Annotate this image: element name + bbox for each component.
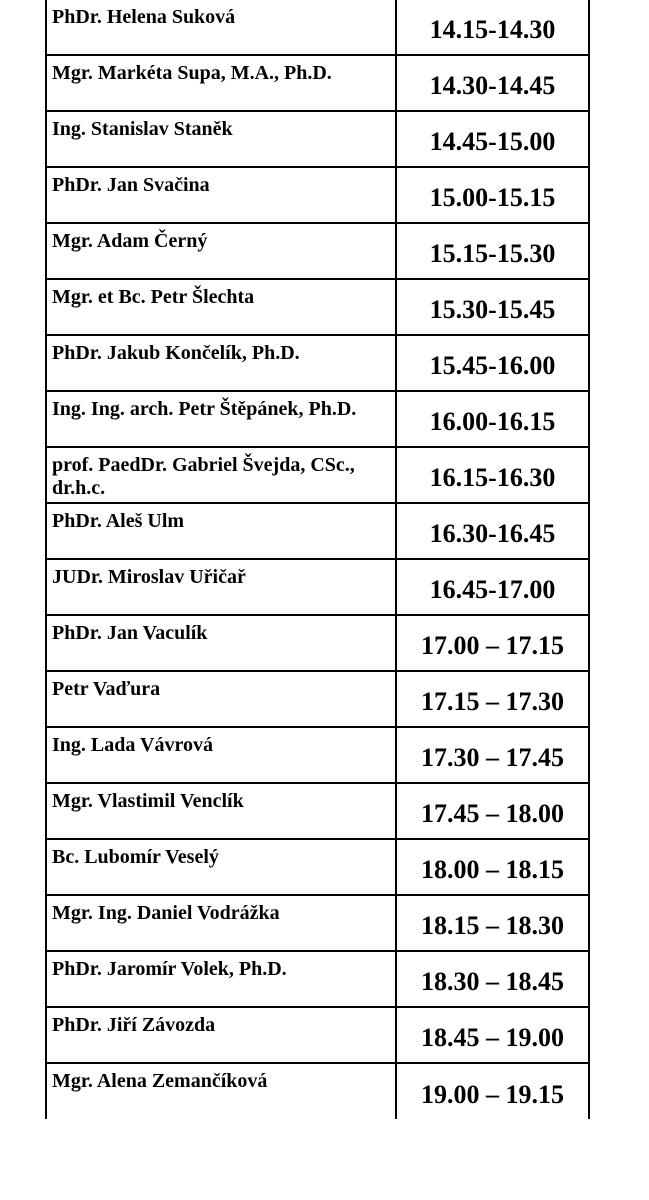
speaker-name: Mgr. Adam Černý	[46, 223, 396, 279]
speaker-name: Mgr. et Bc. Petr Šlechta	[46, 279, 396, 335]
time-slot: 15.00-15.15	[396, 167, 589, 223]
time-slot: 15.30-15.45	[396, 279, 589, 335]
time-slot: 16.30-16.45	[396, 503, 589, 559]
table-row	[46, 0, 589, 55]
time-slot: 15.45-16.00	[396, 335, 589, 391]
table-row	[46, 279, 589, 335]
speaker-name: Petr Vaďura	[46, 671, 396, 727]
time-slot: 18.45 – 19.00	[396, 1007, 589, 1063]
time-slot: 17.00 – 17.15	[396, 615, 589, 671]
speaker-name: PhDr. Jakub Končelík, Ph.D.	[46, 335, 396, 391]
schedule-table	[45, 0, 590, 1119]
table-row	[46, 671, 589, 727]
time-slot: 15.15-15.30	[396, 223, 589, 279]
speaker-name: Mgr. Ing. Daniel Vodrážka	[46, 895, 396, 951]
table-row	[46, 503, 589, 559]
table-row	[46, 111, 589, 167]
time-slot: 16.00-16.15	[396, 391, 589, 447]
table-row	[46, 1007, 589, 1063]
table-row	[46, 727, 589, 783]
table-row	[46, 783, 589, 839]
table-row	[46, 839, 589, 895]
speaker-name: JUDr. Miroslav Uřičař	[46, 559, 396, 615]
time-slot: 18.30 – 18.45	[396, 951, 589, 1007]
table-row	[46, 559, 589, 615]
time-slot: 18.00 – 18.15	[396, 839, 589, 895]
speaker-name: PhDr. Jan Vaculík	[46, 615, 396, 671]
table-row	[46, 55, 589, 111]
table-row	[46, 391, 589, 447]
table-row	[46, 951, 589, 1007]
speaker-name: PhDr. Jaromír Volek, Ph.D.	[46, 951, 396, 1007]
time-slot: 16.15-16.30	[396, 447, 589, 503]
time-slot: 14.30-14.45	[396, 55, 589, 111]
schedule-body	[46, 0, 589, 1119]
time-slot: 17.45 – 18.00	[396, 783, 589, 839]
table-row	[46, 335, 589, 391]
speaker-name: Ing. Stanislav Staněk	[46, 111, 396, 167]
time-slot: 14.15-14.30	[396, 0, 589, 55]
table-row	[46, 447, 589, 503]
speaker-name: PhDr. Jan Svačina	[46, 167, 396, 223]
table-row	[46, 1063, 589, 1119]
time-slot: 17.15 – 17.30	[396, 671, 589, 727]
speaker-name: prof. PaedDr. Gabriel Švejda, CSc., dr.h.c.	[46, 447, 396, 503]
speaker-name: Mgr. Vlastimil Venclík	[46, 783, 396, 839]
time-slot: 19.00 – 19.15	[396, 1063, 589, 1119]
speaker-name: PhDr. Jiří Závozda	[46, 1007, 396, 1063]
speaker-name: Ing. Lada Vávrová	[46, 727, 396, 783]
time-slot: 16.45-17.00	[396, 559, 589, 615]
speaker-name: Mgr. Alena Zemančíková	[46, 1063, 396, 1119]
table-row	[46, 223, 589, 279]
speaker-name: PhDr. Helena Suková	[46, 0, 396, 55]
table-row	[46, 167, 589, 223]
speaker-name: Mgr. Markéta Supa, M.A., Ph.D.	[46, 55, 396, 111]
speaker-name: PhDr. Aleš Ulm	[46, 503, 396, 559]
time-slot: 14.45-15.00	[396, 111, 589, 167]
time-slot: 17.30 – 17.45	[396, 727, 589, 783]
speaker-name: Bc. Lubomír Veselý	[46, 839, 396, 895]
table-row	[46, 895, 589, 951]
time-slot: 18.15 – 18.30	[396, 895, 589, 951]
table-row	[46, 615, 589, 671]
speaker-name: Ing. Ing. arch. Petr Štěpánek, Ph.D.	[46, 391, 396, 447]
